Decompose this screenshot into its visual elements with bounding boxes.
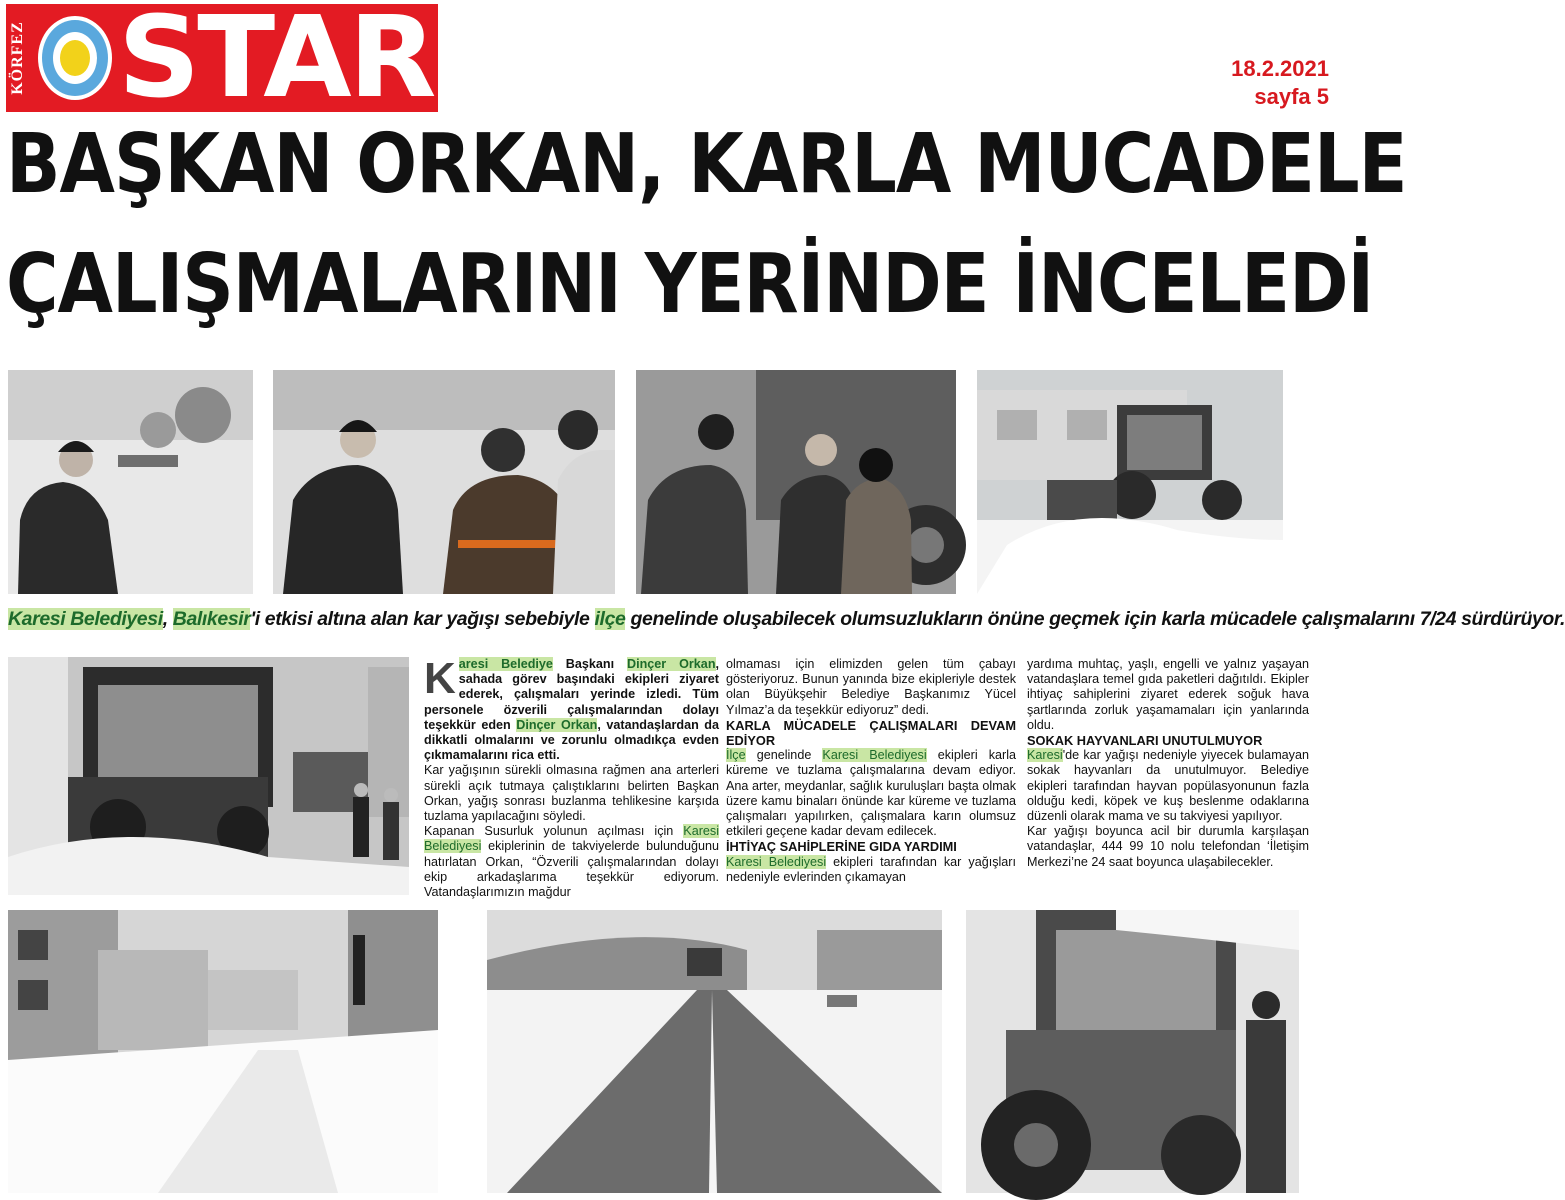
body-paragraph: olmaması için elimizden gelen tüm çabayı gösteriyoruz. Bunun yanında bize ekipleriyle destek olan Büyükşehir Belediye Başkanımız Yücel Yılmaz’a da teşekkür ediyoruz” dedi. bbox=[726, 657, 1016, 717]
photo-loader-with-officials bbox=[8, 657, 409, 895]
body-text: ekipleri karla küreme ve tuzlama çalışmalarına devam ediyor. Ana arter, meydanlar, sağlık kuruluşları başta olmak üzere kamu binaları önünde kar küreme ve tuzlama çalışmaları yapılırken, çalışmalara karın olumsuz etkileri geçene kadar devam edilecek. bbox=[726, 748, 1016, 839]
photo-crew-by-truck bbox=[636, 370, 956, 594]
body-paragraph: Kar yağışının sürekli olmasına rağmen ana arterleri sürekli açık tutmaya çalıştıklarını belirten Başkan Orkan, yağış sonrası buzlanma tehlikesine karşıda tuzlama yapılacağını söyledi. bbox=[424, 763, 719, 824]
section-heading: İHTİYAÇ SAHİPLERİNE GIDA YARDIMI bbox=[726, 839, 957, 855]
highlight-karesi-belediyesi: Karesi Belediyesi bbox=[424, 824, 719, 854]
photo-mayor-in-snow bbox=[8, 370, 253, 594]
body-text: , sahada görev başındaki ekipleri ziyaret ederek, çalışmaları yerinde izledi. Tüm personele özverili çalışmalarından dolayı teşekkür eden bbox=[424, 657, 720, 732]
body-paragraph: Kar yağışı boyunca acil bir durumla karşılaşan vatandaşlar, 444 99 10 nolu telefondan ‘İletişim Merkezi’ne 24 saat boyunca ulaşabilecekler. bbox=[1027, 824, 1309, 869]
body-text: 'de kar yağışı nedeniyle yiyecek bulamayan sokak hayvanları da unutulmuyor. Belediye ekipleri tarafından hayvan popülasyonunun fazla olduğu kedi, köpek ve kuş beslenme odaklarına düzenli olarak mama ve su takviyesi yapılıyor. bbox=[1027, 748, 1309, 824]
body-text: ekipleri tarafından kar yağışları nedeniyle evlerinden çıkamayan bbox=[726, 854, 1016, 884]
star-emblem-icon bbox=[36, 14, 114, 102]
lead-highlight-ilce: ilçe bbox=[594, 608, 626, 630]
body-paragraph: yardıma muhtaç, yaşlı, engelli ve yalnız yaşayan vatandaşlara temel gıda paketleri dağıtıldı. Ekipler ihtiyaç sahiplerini ziyaret ederek soğuk hava şartlarında zorluk yaşamamaları için yanlarında oldu. bbox=[1027, 657, 1309, 732]
highlight-karesi: Karesi bbox=[1027, 748, 1063, 763]
korfez-label: KÖRFEZ bbox=[9, 21, 26, 95]
photo-loader-plowing bbox=[977, 370, 1283, 594]
lead-text: , bbox=[162, 608, 173, 630]
lead-highlight-karesi: Karesi Belediyesi bbox=[8, 608, 163, 630]
highlight-ilce: İlçe bbox=[726, 748, 746, 763]
body-text: Kapanan Susurluk yolunun açılması için bbox=[424, 824, 684, 839]
body-text: Başkanı bbox=[552, 657, 628, 671]
highlight-mayor-name: Dinçer Orkan bbox=[627, 657, 716, 671]
photo-cleared-road bbox=[487, 910, 942, 1193]
photo-mayor-talking-crew bbox=[273, 370, 615, 594]
lead-text: genelinde oluşabilecek olumsuzlukların önüne geçmek için karla mücadele çalışmalarını 7/24 sürdürüyor. bbox=[625, 608, 1565, 630]
article-column-3 bbox=[1027, 657, 1309, 870]
publication-page: sayfa 5 bbox=[1254, 84, 1329, 109]
brand-wordmark: STAR bbox=[118, 0, 434, 123]
highlight-karesi-belediyesi: Karesi Belediyesi bbox=[726, 854, 827, 869]
section-heading: KARLA MÜCADELE ÇALIŞMALARI DEVAM EDİYOR bbox=[726, 717, 1016, 749]
masthead-logo bbox=[6, 0, 438, 123]
highlight-mayor-name: Dinçer Orkan bbox=[516, 717, 598, 732]
lead-paragraph bbox=[8, 608, 1565, 631]
photo-snowy-street-houses bbox=[8, 910, 438, 1193]
lead-highlight-balikesir: Balıkesir bbox=[172, 608, 251, 630]
article-column-1 bbox=[424, 654, 720, 900]
publication-date: 18.2.2021 bbox=[1231, 56, 1329, 81]
body-text: , vatandaşlardan da dikkatli olmalarını ve zorunlu olmadıkça evden çıkmamalarını rica etti. bbox=[424, 717, 720, 763]
lead-text: 'i etkisi altına alan kar yağışı sebebiyle bbox=[250, 608, 595, 630]
dropcap-letter: K bbox=[424, 654, 456, 703]
headline-line-1: BAŞKAN ORKAN, KARLA MUCADELE bbox=[6, 117, 1407, 212]
article-column-2 bbox=[726, 657, 1016, 885]
highlight-karesi-belediye: aresi Belediye bbox=[458, 657, 553, 671]
section-heading: SOKAK HAYVANLARI UNUTULMUYOR bbox=[1027, 733, 1263, 749]
headline-line-2: ÇALIŞMALARINI YERİNDE İNCELEDİ bbox=[6, 237, 1374, 332]
body-text: genelinde bbox=[745, 748, 823, 763]
body-text: ekiplerinin de takviyelerde bulunduğunu hatırlatan Orkan, “Özverili çalışmalarından dolayı ekip arkadaşlarıma teşekkür ediyorum. Vatandaşlarımızın mağdur bbox=[424, 839, 719, 900]
highlight-karesi-belediyesi: Karesi Belediyesi bbox=[822, 748, 927, 763]
photo-loader-closeup bbox=[966, 910, 1299, 1193]
